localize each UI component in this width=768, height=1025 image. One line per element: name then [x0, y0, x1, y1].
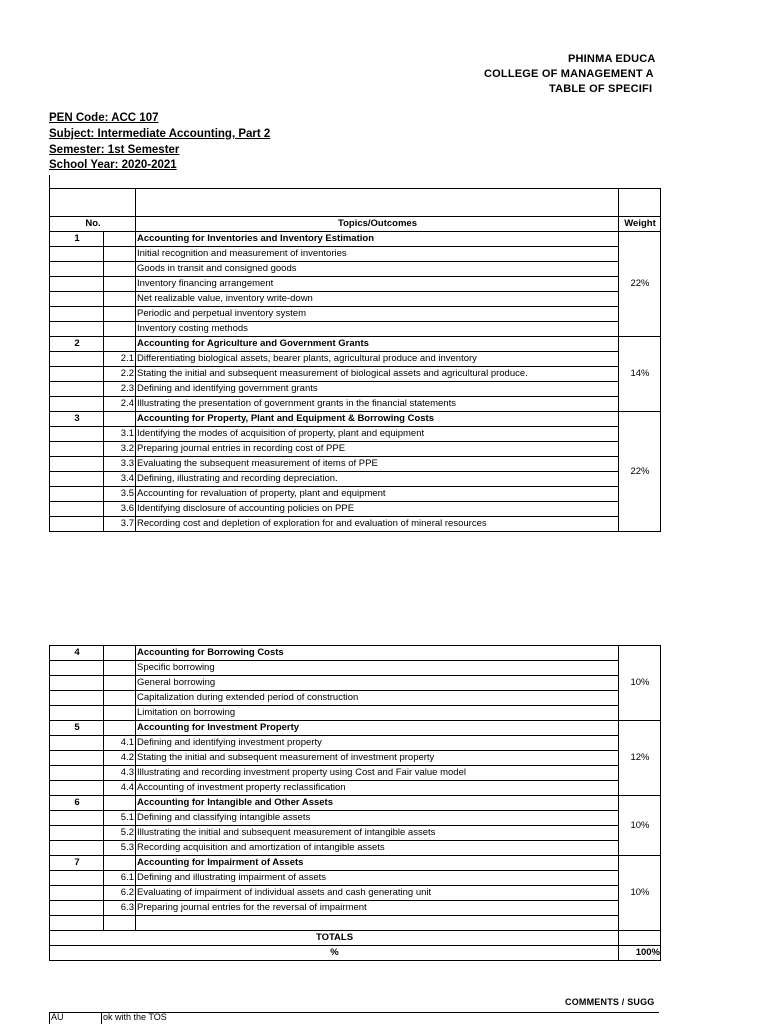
- outcome-number: 5.1: [104, 811, 136, 826]
- outcome-number: [104, 706, 136, 721]
- comments-title: COMMENTS / SUGG: [565, 997, 655, 1007]
- topic-number: 1: [50, 232, 104, 247]
- outcome-text: Identifying disclosure of accounting policies on PPE: [136, 502, 619, 517]
- comments-left-line: [49, 1012, 50, 1024]
- outcome-row: [50, 247, 661, 262]
- outcome-number: [104, 307, 136, 322]
- outcome-row: [50, 397, 661, 412]
- outcome-text: Accounting of investment property reclassification: [136, 781, 619, 796]
- outcome-number: 4.1: [104, 736, 136, 751]
- topic-weight: 10%: [619, 796, 661, 856]
- outcome-row: [50, 487, 661, 502]
- outcome-number: [104, 322, 136, 337]
- blank-no-cell: [50, 901, 104, 916]
- column-header-row: [50, 217, 661, 232]
- topic-row: [50, 721, 661, 736]
- topic-number: 5: [50, 721, 104, 736]
- outcome-text: Defining and classifying intangible assets: [136, 811, 619, 826]
- outcome-number: [104, 247, 136, 262]
- spacer-cell: [50, 189, 136, 217]
- topic-number: 6: [50, 796, 104, 811]
- percent-label: %: [50, 946, 619, 961]
- outcome-row: [50, 706, 661, 721]
- outcome-number: 3.1: [104, 427, 136, 442]
- outcome-row: [50, 691, 661, 706]
- outcome-row: [50, 292, 661, 307]
- outcome-number: 4.3: [104, 766, 136, 781]
- topic-title: Accounting for Intangible and Other Assets: [136, 796, 619, 811]
- outcome-text: Defining and illustrating impairment of assets: [136, 871, 619, 886]
- outcome-number: 3.6: [104, 502, 136, 517]
- outcome-text: Defining, illustrating and recording depreciation.: [136, 472, 619, 487]
- topic-row: [50, 646, 661, 661]
- topic-weight: 14%: [619, 337, 661, 412]
- outcome-row: [50, 382, 661, 397]
- blank-no-cell: [50, 871, 104, 886]
- outcome-row: [50, 871, 661, 886]
- topic-weight: 22%: [619, 412, 661, 532]
- outcome-row: [50, 751, 661, 766]
- outcome-number: 4.2: [104, 751, 136, 766]
- topic-title: Accounting for Inventories and Inventory Estimation: [136, 232, 619, 247]
- outcome-row: [50, 841, 661, 856]
- outcome-number: 3.2: [104, 442, 136, 457]
- outcome-number: [104, 691, 136, 706]
- blank-no-cell: [50, 457, 104, 472]
- blank-no-cell: [50, 397, 104, 412]
- topic-number: 7: [50, 856, 104, 871]
- outcome-row: [50, 676, 661, 691]
- outcome-row: [50, 811, 661, 826]
- outcome-row: [50, 886, 661, 901]
- outcome-row: [50, 901, 661, 916]
- topic-number: 3: [50, 412, 104, 427]
- totals-label: TOTALS: [50, 931, 619, 946]
- blank-no-cell: [50, 811, 104, 826]
- blank-no-cell: [50, 691, 104, 706]
- percent-value: 100%: [619, 946, 661, 961]
- outcome-number: 3.3: [104, 457, 136, 472]
- outcome-number: 2.1: [104, 352, 136, 367]
- blank-no-cell: [50, 886, 104, 901]
- outcome-text: Recording acquisition and amortization of intangible assets: [136, 841, 619, 856]
- tos-table-part-2: [49, 645, 661, 961]
- blank-no-cell: [50, 517, 104, 532]
- topic-title: Accounting for Property, Plant and Equipment & Borrowing Costs: [136, 412, 619, 427]
- outcome-number: [104, 292, 136, 307]
- blank-cell: [136, 916, 619, 931]
- blank-no-cell: [50, 826, 104, 841]
- topic-row: [50, 796, 661, 811]
- outcome-text: Periodic and perpetual inventory system: [136, 307, 619, 322]
- outcome-row: [50, 367, 661, 382]
- outcome-row: [50, 502, 661, 517]
- blank-row: [50, 916, 661, 931]
- blank-no-cell: [50, 382, 104, 397]
- blank-no-cell: [50, 676, 104, 691]
- outcome-text: Defining and identifying government grants: [136, 382, 619, 397]
- topic-row: [50, 856, 661, 871]
- outcome-text: Goods in transit and consigned goods: [136, 262, 619, 277]
- outcome-text: Defining and identifying investment property: [136, 736, 619, 751]
- tos-table-part-1: [49, 188, 661, 532]
- totals-row: [50, 931, 661, 946]
- blank-no-cell: [50, 736, 104, 751]
- outcome-text: Inventory costing methods: [136, 322, 619, 337]
- outcome-text: Illustrating the presentation of government grants in the financial statements: [136, 397, 619, 412]
- comments-reviewer: AU: [51, 1012, 64, 1022]
- subject: Subject: Intermediate Accounting, Part 2: [49, 128, 271, 140]
- topic-weight: 12%: [619, 721, 661, 796]
- outcome-row: [50, 517, 661, 532]
- blank-no-cell: [50, 322, 104, 337]
- comments-divider: [101, 1012, 102, 1024]
- outcome-text: Identifying the modes of acquisition of property, plant and equipment: [136, 427, 619, 442]
- outcome-text: Capitalization during extended period of construction: [136, 691, 619, 706]
- percent-row: [50, 946, 661, 961]
- outcome-row: [50, 277, 661, 292]
- blank-no-cell: [50, 766, 104, 781]
- outcome-row: [50, 472, 661, 487]
- spacer-cell: [136, 189, 619, 217]
- outcome-text: Illustrating and recording investment property using Cost and Fair value model: [136, 766, 619, 781]
- blank-no-cell: [50, 751, 104, 766]
- outcome-number: 2.4: [104, 397, 136, 412]
- blank-no-cell: [50, 307, 104, 322]
- sub-number: [104, 646, 136, 661]
- topic-weight: 10%: [619, 646, 661, 721]
- outcome-row: [50, 427, 661, 442]
- frame-left-line: [49, 175, 50, 189]
- outcome-row: [50, 352, 661, 367]
- school-year: School Year: 2020-2021: [49, 159, 177, 171]
- topic-number: 4: [50, 646, 104, 661]
- outcome-row: [50, 307, 661, 322]
- institution-name: PHINMA EDUCA: [568, 53, 656, 65]
- outcome-text: Initial recognition and measurement of inventories: [136, 247, 619, 262]
- topic-number: 2: [50, 337, 104, 352]
- sub-number: [104, 337, 136, 352]
- comments-text: ok with the TOS: [103, 1012, 167, 1022]
- topic-row: [50, 232, 661, 247]
- blank-no-cell: [50, 247, 104, 262]
- outcome-text: Stating the initial and subsequent measurement of biological assets and agricultural produce.: [136, 367, 619, 382]
- topic-weight: 22%: [619, 232, 661, 337]
- blank-cell: [50, 916, 104, 931]
- outcome-row: [50, 826, 661, 841]
- outcome-number: 6.2: [104, 886, 136, 901]
- blank-cell: [104, 916, 136, 931]
- outcome-number: 3.7: [104, 517, 136, 532]
- outcome-number: [104, 277, 136, 292]
- blank-no-cell: [50, 427, 104, 442]
- blank-no-cell: [50, 442, 104, 457]
- outcome-text: Illustrating the initial and subsequent measurement of intangible assets: [136, 826, 619, 841]
- header-topics: Topics/Outcomes: [136, 217, 619, 232]
- sub-number: [104, 232, 136, 247]
- sub-number: [104, 796, 136, 811]
- blank-no-cell: [50, 472, 104, 487]
- topic-weight: 10%: [619, 856, 661, 931]
- outcome-text: Inventory financing arrangement: [136, 277, 619, 292]
- outcome-number: 6.3: [104, 901, 136, 916]
- pen-code: PEN Code: ACC 107: [49, 112, 159, 124]
- sub-number: [104, 412, 136, 427]
- topic-title: Accounting for Investment Property: [136, 721, 619, 736]
- outcome-text: Stating the initial and subsequent measurement of investment property: [136, 751, 619, 766]
- outcome-number: [104, 262, 136, 277]
- outcome-number: [104, 676, 136, 691]
- outcome-text: Preparing journal entries in recording cost of PPE: [136, 442, 619, 457]
- outcome-text: Specific borrowing: [136, 661, 619, 676]
- blank-no-cell: [50, 706, 104, 721]
- blank-no-cell: [50, 367, 104, 382]
- outcome-number: [104, 661, 136, 676]
- header-weight: Weight: [619, 217, 661, 232]
- blank-no-cell: [50, 781, 104, 796]
- blank-no-cell: [50, 277, 104, 292]
- blank-no-cell: [50, 487, 104, 502]
- outcome-number: 6.1: [104, 871, 136, 886]
- spacer-cell: [619, 189, 661, 217]
- blank-no-cell: [50, 292, 104, 307]
- outcome-number: 4.4: [104, 781, 136, 796]
- outcome-number: 2.3: [104, 382, 136, 397]
- outcome-row: [50, 442, 661, 457]
- outcome-row: [50, 262, 661, 277]
- document-title: TABLE OF SPECIFI: [549, 83, 653, 95]
- topic-title: Accounting for Borrowing Costs: [136, 646, 619, 661]
- outcome-text: Net realizable value, inventory write-down: [136, 292, 619, 307]
- outcome-number: 3.4: [104, 472, 136, 487]
- outcome-text: Evaluating the subsequent measurement of items of PPE: [136, 457, 619, 472]
- outcome-text: Limitation on borrowing: [136, 706, 619, 721]
- outcome-row: [50, 736, 661, 751]
- topic-title: Accounting for Agriculture and Government Grants: [136, 337, 619, 352]
- outcome-text: General borrowing: [136, 676, 619, 691]
- outcome-text: Recording cost and depletion of exploration for and evaluation of mineral resources: [136, 517, 619, 532]
- sub-number: [104, 721, 136, 736]
- outcome-text: Accounting for revaluation of property, plant and equipment: [136, 487, 619, 502]
- outcome-text: Evaluating of impairment of individual assets and cash generating unit: [136, 886, 619, 901]
- semester: Semester: 1st Semester: [49, 144, 180, 156]
- blank-no-cell: [50, 841, 104, 856]
- outcome-text: Differentiating biological assets, bearer plants, agricultural produce and inventory: [136, 352, 619, 367]
- outcome-number: 5.3: [104, 841, 136, 856]
- outcome-number: 2.2: [104, 367, 136, 382]
- blank-no-cell: [50, 661, 104, 676]
- outcome-number: 3.5: [104, 487, 136, 502]
- topic-row: [50, 337, 661, 352]
- blank-no-cell: [50, 262, 104, 277]
- outcome-number: 5.2: [104, 826, 136, 841]
- totals-value: [619, 931, 661, 946]
- topic-row: [50, 412, 661, 427]
- blank-no-cell: [50, 352, 104, 367]
- outcome-row: [50, 766, 661, 781]
- blank-no-cell: [50, 502, 104, 517]
- sub-number: [104, 856, 136, 871]
- outcome-row: [50, 661, 661, 676]
- topic-title: Accounting for Impairment of Assets: [136, 856, 619, 871]
- outcome-text: Preparing journal entries for the reversal of impairment: [136, 901, 619, 916]
- outcome-row: [50, 781, 661, 796]
- college-name: COLLEGE OF MANAGEMENT A: [484, 68, 654, 80]
- spacer-row: [50, 189, 661, 217]
- outcome-row: [50, 322, 661, 337]
- outcome-row: [50, 457, 661, 472]
- header-no: No.: [50, 217, 136, 232]
